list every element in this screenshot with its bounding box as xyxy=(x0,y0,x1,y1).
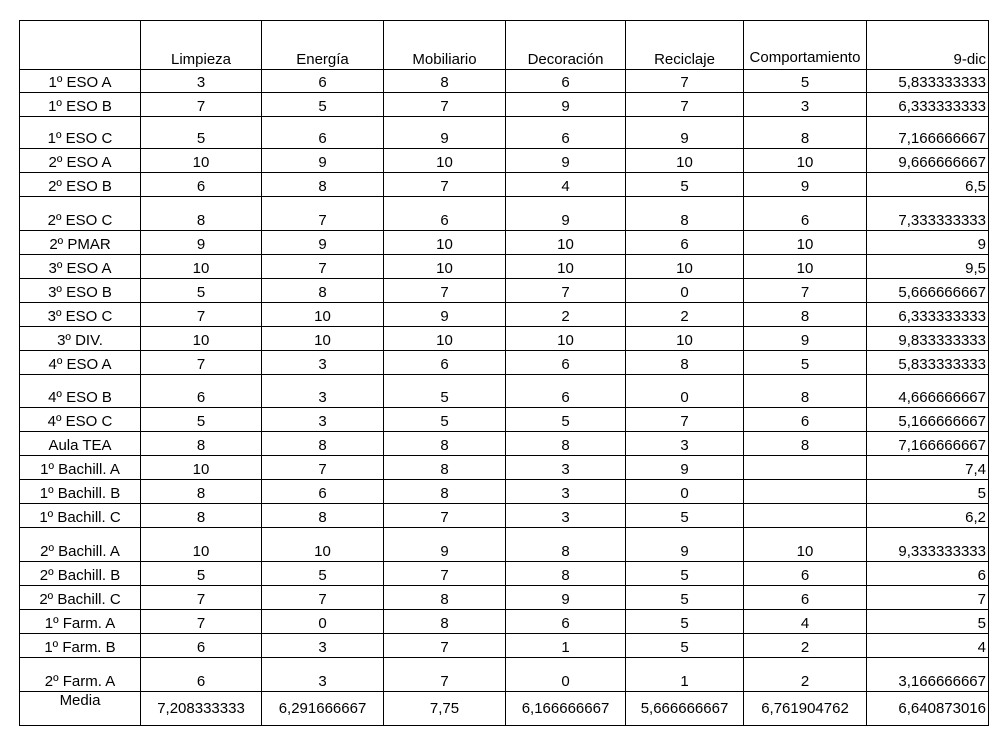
score-cell[interactable]: 5 xyxy=(867,480,989,504)
class-name-cell[interactable]: 4º ESO A xyxy=(20,351,141,375)
decoracion-cell[interactable]: 6 xyxy=(506,610,626,634)
header-reciclaje[interactable]: Reciclaje xyxy=(626,21,744,70)
class-name-cell[interactable]: 3º DIV. xyxy=(20,327,141,351)
comportamiento-cell[interactable]: 10 xyxy=(744,149,867,173)
limpieza-cell[interactable]: 10 xyxy=(141,255,262,279)
table-row xyxy=(20,610,989,634)
reciclaje-cell[interactable]: 8 xyxy=(626,197,744,231)
reciclaje-cell[interactable]: 5 xyxy=(626,562,744,586)
decoracion-cell[interactable]: 7 xyxy=(506,279,626,303)
limpieza-cell[interactable]: 8 xyxy=(141,432,262,456)
reciclaje-cell[interactable]: 2 xyxy=(626,303,744,327)
energia-cell[interactable]: 8 xyxy=(262,432,384,456)
score-cell[interactable]: 5,833333333 xyxy=(867,70,989,93)
mobiliario-cell[interactable]: 8 xyxy=(384,480,506,504)
decoracion-cell[interactable]: 9 xyxy=(506,93,626,117)
average-row xyxy=(20,692,989,726)
table-row xyxy=(20,173,989,197)
header-row xyxy=(20,21,989,70)
mobiliario-cell[interactable]: 7 xyxy=(384,93,506,117)
comportamiento-cell[interactable]: 8 xyxy=(744,375,867,408)
energia-cell[interactable]: 7 xyxy=(262,456,384,480)
limpieza-cell[interactable]: 3 xyxy=(141,70,262,93)
class-name-cell[interactable]: 1º Farm. A xyxy=(20,610,141,634)
comportamiento-cell[interactable]: 10 xyxy=(744,255,867,279)
reciclaje-cell[interactable]: 0 xyxy=(626,480,744,504)
energia-cell[interactable]: 7 xyxy=(262,586,384,610)
comportamiento-cell[interactable]: 7 xyxy=(744,279,867,303)
mobiliario-cell[interactable]: 6 xyxy=(384,197,506,231)
class-name-cell[interactable]: 1º Bachill. A xyxy=(20,456,141,480)
limpieza-cell[interactable]: 8 xyxy=(141,197,262,231)
mobiliario-cell[interactable]: 10 xyxy=(384,327,506,351)
average-cell[interactable]: 7,75 xyxy=(384,692,506,726)
limpieza-cell[interactable]: 7 xyxy=(141,351,262,375)
average-cell[interactable]: 5,666666667 xyxy=(626,692,744,726)
score-cell[interactable]: 5,833333333 xyxy=(867,351,989,375)
mobiliario-cell[interactable]: 9 xyxy=(384,528,506,562)
mobiliario-cell[interactable]: 10 xyxy=(384,255,506,279)
reciclaje-cell[interactable]: 9 xyxy=(626,456,744,480)
energia-cell[interactable]: 10 xyxy=(262,327,384,351)
decoracion-cell[interactable]: 1 xyxy=(506,634,626,658)
limpieza-cell[interactable]: 8 xyxy=(141,504,262,528)
score-cell[interactable]: 6,2 xyxy=(867,504,989,528)
comportamiento-cell[interactable]: 9 xyxy=(744,173,867,197)
comportamiento-cell[interactable]: 6 xyxy=(744,197,867,231)
energia-cell[interactable]: 6 xyxy=(262,480,384,504)
table-row xyxy=(20,351,989,375)
table-row xyxy=(20,231,989,255)
mobiliario-cell[interactable]: 7 xyxy=(384,279,506,303)
table-row xyxy=(20,70,989,93)
average-cell[interactable]: 6,640873016 xyxy=(867,692,989,726)
energia-cell[interactable]: 6 xyxy=(262,117,384,149)
energia-cell[interactable]: 9 xyxy=(262,231,384,255)
limpieza-cell[interactable]: 7 xyxy=(141,303,262,327)
class-name-cell[interactable]: 1º ESO C xyxy=(20,117,141,149)
energia-cell[interactable]: 0 xyxy=(262,610,384,634)
header-energia[interactable]: Energía xyxy=(262,21,384,70)
reciclaje-cell[interactable]: 3 xyxy=(626,432,744,456)
energia-cell[interactable]: 7 xyxy=(262,197,384,231)
class-name-cell[interactable]: 2º ESO C xyxy=(20,197,141,231)
comportamiento-cell[interactable]: 6 xyxy=(744,586,867,610)
reciclaje-cell[interactable]: 9 xyxy=(626,528,744,562)
score-cell[interactable]: 5,166666667 xyxy=(867,408,989,432)
reciclaje-cell[interactable]: 5 xyxy=(626,504,744,528)
reciclaje-cell[interactable]: 1 xyxy=(626,658,744,692)
decoracion-cell[interactable]: 9 xyxy=(506,197,626,231)
table-row xyxy=(20,408,989,432)
limpieza-cell[interactable]: 6 xyxy=(141,173,262,197)
energia-cell[interactable]: 10 xyxy=(262,528,384,562)
decoracion-cell[interactable]: 10 xyxy=(506,255,626,279)
score-cell[interactable]: 5 xyxy=(867,610,989,634)
class-name-cell[interactable]: 2º Farm. A xyxy=(20,658,141,692)
decoracion-cell[interactable]: 0 xyxy=(506,658,626,692)
average-cell[interactable]: 6,761904762 xyxy=(744,692,867,726)
decoracion-cell[interactable]: 8 xyxy=(506,432,626,456)
limpieza-cell[interactable]: 10 xyxy=(141,456,262,480)
comportamiento-cell[interactable] xyxy=(744,480,867,504)
class-name-cell[interactable]: 2º Bachill. C xyxy=(20,586,141,610)
comportamiento-cell[interactable]: 8 xyxy=(744,117,867,149)
mobiliario-cell[interactable]: 10 xyxy=(384,149,506,173)
limpieza-cell[interactable]: 10 xyxy=(141,528,262,562)
comportamiento-cell[interactable]: 3 xyxy=(744,93,867,117)
limpieza-cell[interactable]: 7 xyxy=(141,610,262,634)
energia-cell[interactable]: 3 xyxy=(262,408,384,432)
energia-cell[interactable]: 8 xyxy=(262,504,384,528)
mobiliario-cell[interactable]: 9 xyxy=(384,117,506,149)
reciclaje-cell[interactable]: 0 xyxy=(626,375,744,408)
energia-cell[interactable]: 6 xyxy=(262,70,384,93)
reciclaje-cell[interactable]: 5 xyxy=(626,586,744,610)
table-row xyxy=(20,562,989,586)
header-comportamiento[interactable]: Comportamiento xyxy=(744,21,867,70)
comportamiento-cell[interactable] xyxy=(744,456,867,480)
reciclaje-cell[interactable]: 7 xyxy=(626,408,744,432)
limpieza-cell[interactable]: 9 xyxy=(141,231,262,255)
class-name-cell[interactable]: 1º Farm. B xyxy=(20,634,141,658)
comportamiento-cell[interactable]: 10 xyxy=(744,231,867,255)
score-cell[interactable]: 7,4 xyxy=(867,456,989,480)
mobiliario-cell[interactable]: 9 xyxy=(384,303,506,327)
class-name-cell[interactable]: 4º ESO B xyxy=(20,375,141,408)
mobiliario-cell[interactable]: 7 xyxy=(384,504,506,528)
table-row xyxy=(20,117,989,149)
score-cell[interactable]: 9,666666667 xyxy=(867,149,989,173)
score-cell[interactable]: 7,166666667 xyxy=(867,117,989,149)
limpieza-cell[interactable]: 10 xyxy=(141,327,262,351)
reciclaje-cell[interactable]: 7 xyxy=(626,70,744,93)
score-cell[interactable]: 9,5 xyxy=(867,255,989,279)
score-cell[interactable]: 5,666666667 xyxy=(867,279,989,303)
decoracion-cell[interactable]: 8 xyxy=(506,562,626,586)
mobiliario-cell[interactable]: 8 xyxy=(384,70,506,93)
average-cell[interactable]: 6,166666667 xyxy=(506,692,626,726)
class-name-cell[interactable]: Aula TEA xyxy=(20,432,141,456)
score-cell[interactable]: 6 xyxy=(867,562,989,586)
comportamiento-cell[interactable]: 6 xyxy=(744,408,867,432)
decoracion-cell[interactable]: 10 xyxy=(506,231,626,255)
table-row xyxy=(20,327,989,351)
decoracion-cell[interactable]: 3 xyxy=(506,504,626,528)
mobiliario-cell[interactable]: 5 xyxy=(384,375,506,408)
table-row xyxy=(20,658,989,692)
decoracion-cell[interactable]: 3 xyxy=(506,456,626,480)
mobiliario-cell[interactable]: 10 xyxy=(384,231,506,255)
decoracion-cell[interactable]: 6 xyxy=(506,351,626,375)
mobiliario-cell[interactable]: 8 xyxy=(384,456,506,480)
class-name-cell[interactable]: 3º ESO A xyxy=(20,255,141,279)
class-name-cell[interactable]: 2º ESO B xyxy=(20,173,141,197)
table-row xyxy=(20,303,989,327)
class-name-cell[interactable]: 3º ESO C xyxy=(20,303,141,327)
limpieza-cell[interactable]: 6 xyxy=(141,658,262,692)
header-blank-cell[interactable] xyxy=(20,21,141,70)
comportamiento-cell[interactable]: 8 xyxy=(744,432,867,456)
energia-cell[interactable]: 9 xyxy=(262,149,384,173)
energia-cell[interactable]: 7 xyxy=(262,255,384,279)
table-row xyxy=(20,197,989,231)
decoracion-cell[interactable]: 6 xyxy=(506,117,626,149)
score-cell[interactable]: 7,333333333 xyxy=(867,197,989,231)
decoracion-cell[interactable]: 6 xyxy=(506,70,626,93)
comportamiento-cell[interactable] xyxy=(744,504,867,528)
reciclaje-cell[interactable]: 9 xyxy=(626,117,744,149)
decoracion-cell[interactable]: 10 xyxy=(506,327,626,351)
decoracion-cell[interactable]: 2 xyxy=(506,303,626,327)
table-row xyxy=(20,255,989,279)
decoracion-cell[interactable]: 3 xyxy=(506,480,626,504)
energia-cell[interactable]: 3 xyxy=(262,375,384,408)
reciclaje-cell[interactable]: 0 xyxy=(626,279,744,303)
comportamiento-cell[interactable]: 5 xyxy=(744,70,867,93)
limpieza-cell[interactable]: 5 xyxy=(141,408,262,432)
reciclaje-cell[interactable]: 10 xyxy=(626,149,744,173)
reciclaje-cell[interactable]: 8 xyxy=(626,351,744,375)
energia-cell[interactable]: 5 xyxy=(262,93,384,117)
decoracion-cell[interactable]: 9 xyxy=(506,586,626,610)
limpieza-cell[interactable]: 5 xyxy=(141,117,262,149)
table-row xyxy=(20,586,989,610)
header-mobiliario[interactable]: Mobiliario xyxy=(384,21,506,70)
decoracion-cell[interactable]: 6 xyxy=(506,375,626,408)
limpieza-cell[interactable]: 6 xyxy=(141,634,262,658)
mobiliario-cell[interactable]: 7 xyxy=(384,658,506,692)
average-label[interactable]: Media xyxy=(20,692,141,726)
table-row xyxy=(20,149,989,173)
score-cell[interactable]: 4,666666667 xyxy=(867,375,989,408)
class-name-cell[interactable]: 1º ESO B xyxy=(20,93,141,117)
header-date[interactable]: 9-dic xyxy=(867,21,989,70)
comportamiento-cell[interactable]: 9 xyxy=(744,327,867,351)
comportamiento-cell[interactable]: 8 xyxy=(744,303,867,327)
score-cell[interactable]: 3,166666667 xyxy=(867,658,989,692)
limpieza-cell[interactable]: 8 xyxy=(141,480,262,504)
average-cell[interactable]: 7,208333333 xyxy=(141,692,262,726)
score-cell[interactable]: 7 xyxy=(867,586,989,610)
score-cell[interactable]: 9 xyxy=(867,231,989,255)
energia-cell[interactable]: 5 xyxy=(262,562,384,586)
table-row xyxy=(20,528,989,562)
mobiliario-cell[interactable]: 8 xyxy=(384,432,506,456)
limpieza-cell[interactable]: 7 xyxy=(141,586,262,610)
class-name-cell[interactable]: 1º Bachill. B xyxy=(20,480,141,504)
reciclaje-cell[interactable]: 6 xyxy=(626,231,744,255)
limpieza-cell[interactable]: 5 xyxy=(141,279,262,303)
table-row xyxy=(20,279,989,303)
energia-cell[interactable]: 8 xyxy=(262,279,384,303)
table-row xyxy=(20,634,989,658)
decoracion-cell[interactable]: 9 xyxy=(506,149,626,173)
energia-cell[interactable]: 8 xyxy=(262,173,384,197)
reciclaje-cell[interactable]: 10 xyxy=(626,255,744,279)
mobiliario-cell[interactable]: 8 xyxy=(384,586,506,610)
class-name-cell[interactable]: 2º Bachill. B xyxy=(20,562,141,586)
score-cell[interactable]: 9,833333333 xyxy=(867,327,989,351)
table-row xyxy=(20,432,989,456)
comportamiento-cell[interactable]: 10 xyxy=(744,528,867,562)
table-row xyxy=(20,375,989,408)
score-cell[interactable]: 9,333333333 xyxy=(867,528,989,562)
limpieza-cell[interactable]: 5 xyxy=(141,562,262,586)
score-cell[interactable]: 6,333333333 xyxy=(867,303,989,327)
score-cell[interactable]: 7,166666667 xyxy=(867,432,989,456)
energia-cell[interactable]: 3 xyxy=(262,658,384,692)
class-name-cell[interactable]: 3º ESO B xyxy=(20,279,141,303)
table-row xyxy=(20,480,989,504)
decoracion-cell[interactable]: 4 xyxy=(506,173,626,197)
score-cell[interactable]: 4 xyxy=(867,634,989,658)
header-decoracion[interactable]: Decoración xyxy=(506,21,626,70)
average-cell[interactable]: 6,291666667 xyxy=(262,692,384,726)
header-limpieza[interactable]: Limpieza xyxy=(141,21,262,70)
mobiliario-cell[interactable]: 6 xyxy=(384,351,506,375)
energia-cell[interactable]: 3 xyxy=(262,634,384,658)
score-cell[interactable]: 6,333333333 xyxy=(867,93,989,117)
energia-cell[interactable]: 10 xyxy=(262,303,384,327)
class-name-cell[interactable]: 2º Bachill. A xyxy=(20,528,141,562)
reciclaje-cell[interactable]: 7 xyxy=(626,93,744,117)
comportamiento-cell[interactable]: 6 xyxy=(744,562,867,586)
class-name-cell[interactable]: 1º ESO A xyxy=(20,70,141,93)
reciclaje-cell[interactable]: 5 xyxy=(626,634,744,658)
decoracion-cell[interactable]: 5 xyxy=(506,408,626,432)
limpieza-cell[interactable]: 7 xyxy=(141,93,262,117)
class-name-cell[interactable]: 1º Bachill. C xyxy=(20,504,141,528)
mobiliario-cell[interactable]: 5 xyxy=(384,408,506,432)
table-row xyxy=(20,93,989,117)
comportamiento-cell[interactable]: 4 xyxy=(744,610,867,634)
reciclaje-cell[interactable]: 5 xyxy=(626,610,744,634)
mobiliario-cell[interactable]: 8 xyxy=(384,610,506,634)
reciclaje-cell[interactable]: 10 xyxy=(626,327,744,351)
mobiliario-cell[interactable]: 7 xyxy=(384,634,506,658)
limpieza-cell[interactable]: 6 xyxy=(141,375,262,408)
table-row xyxy=(20,456,989,480)
class-name-cell[interactable]: 4º ESO C xyxy=(20,408,141,432)
comportamiento-cell[interactable]: 2 xyxy=(744,658,867,692)
class-name-cell[interactable]: 2º ESO A xyxy=(20,149,141,173)
decoracion-cell[interactable]: 8 xyxy=(506,528,626,562)
reciclaje-cell[interactable]: 5 xyxy=(626,173,744,197)
grades-table xyxy=(19,20,989,726)
energia-cell[interactable]: 3 xyxy=(262,351,384,375)
score-cell[interactable]: 6,5 xyxy=(867,173,989,197)
mobiliario-cell[interactable]: 7 xyxy=(384,173,506,197)
table-row xyxy=(20,504,989,528)
mobiliario-cell[interactable]: 7 xyxy=(384,562,506,586)
comportamiento-cell[interactable]: 2 xyxy=(744,634,867,658)
limpieza-cell[interactable]: 10 xyxy=(141,149,262,173)
class-name-cell[interactable]: 2º PMAR xyxy=(20,231,141,255)
comportamiento-cell[interactable]: 5 xyxy=(744,351,867,375)
